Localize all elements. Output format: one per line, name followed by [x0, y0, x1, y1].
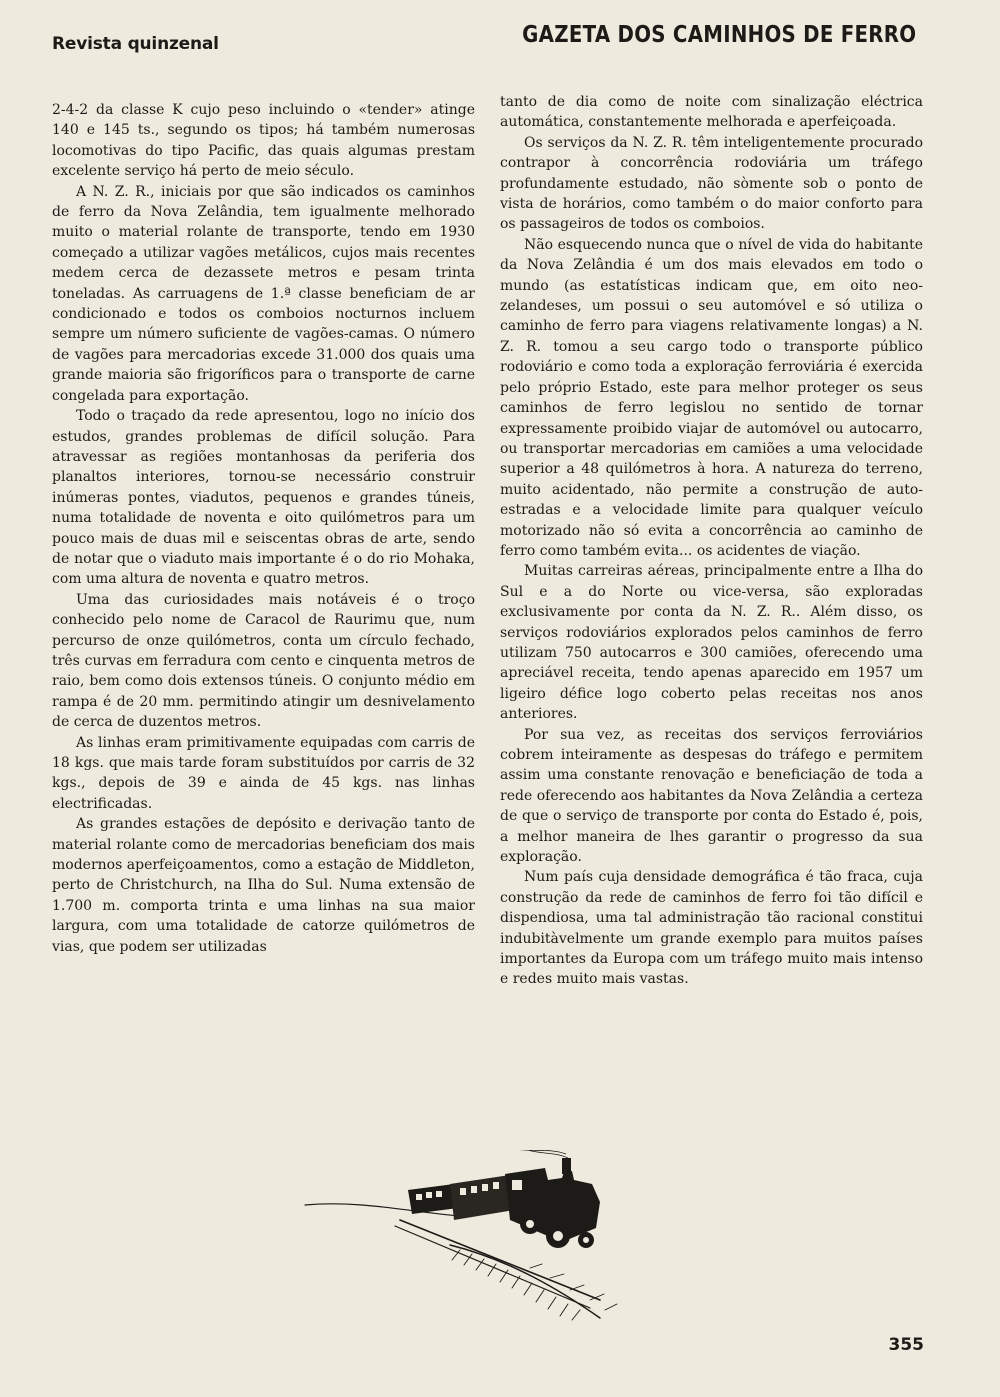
paragraph: As linhas eram primitivamente equipadas com carris de 18 kgs. que mais tarde foram substituídos por carris de 32 kgs., depois de 39 e ainda de 45 kgs. nas linhas electrificadas. — [52, 734, 475, 812]
paragraph: tanto de dia como de noite com sinalização eléctrica automática, constantemente melhorada e aperfeiçoada. — [500, 94, 923, 131]
paragraph: As grandes estações de depósito e derivação tanto de material rolante como de mercadorias beneficiam dos mais modernos aperfeiçoamentos, como a estação de Middleton, perto de Christchurch, na Ilha do Sul. Numa extensão de 1.700 m. comporta trinta e uma linhas na sua maior largura, com uma totalidade de catorze quilómetros de vias, que podem ser utilizadas — [52, 816, 475, 955]
paragraph: Os serviços da N. Z. R. têm inteligentemente procurado contrapor à concorrência rodoviária um tráfego profundamente estudado, não sòmente sob o ponto de vista de horários, como também o do maior conforto para os passageiros de todos os comboios. — [500, 134, 923, 233]
paragraph: Muitas carreiras aéreas, principalmente entre a Ilha do Sul e a do Norte ou vice-versa, são exploradas exclusivamente por conta da N. Z. R.. Além disso, os serviços rodoviários explorados pelos caminhos de ferro utilizam 750 autocarros e 300 camiões, oferecendo uma apreciável receita, tendo apenas aparecido em 1957 um ligeiro défice logo coberto pelas receitas nos anos anteriores. — [500, 563, 923, 723]
header-subtitle: Revista quinzenal — [52, 34, 219, 54]
paragraph: Não esquecendo nunca que o nível de vida do habitante da Nova Zelândia é um dos mais elevados em todo o mundo (as estatísticas indicam que, em oito neo-zelandeses, um possui o seu automóvel e só utiliza o caminho de ferro para viagens relativamente longas) a N. Z. R. tomou a seu cargo todo o transporte público rodoviário e como toda a exploração ferroviária é exercida pelo próprio Estado, este para melhor proteger os seus caminhos de ferro legislou no sentido de tornar expressamente proibido viajar de automóvel ou autocarro, ou transportar mercadorias em camiões a uma velocidade superior a 48 quilómetros à hora. A natureza do terreno, muito acidentado, não permite a construção de auto-estradas e a velocidade limite para qualquer veículo motorizado não só evita a concorrência ao caminho de ferro como também evita... os acidentes de viação. — [500, 236, 923, 559]
paragraph: Num país cuja densidade demográfica é tão fraca, cuja construção da rede de caminhos de ferro foi tão difícil e dispendiosa, uma tal administração tão racional constitui indubitàvelmente um grande exemplo para muitos países importantes da Europa com um tráfego muito mais intenso e redes muito mais vastas. — [500, 869, 923, 988]
paragraph: A N. Z. R., iniciais por que são indicados os caminhos de ferro da Nova Zelândia, tem igualmente melhorado muito o material rolante de transporte, tendo em 1930 começado a utilizar vagões metálicos, cujos mais recentes medem cerca de dezassete metros e pesam trinta toneladas. As carruagens de 1.ª classe beneficiam de ar condicionado e todos os comboios nocturnos incluem sempre um número suficiente de vagões-camas. O número de vagões para mercadorias excede 31.000 dos quais uma grande maioria são frigoríficos para o transporte de carne congelada para exportação. — [52, 183, 475, 404]
left-column — [52, 100, 475, 957]
steam-train-illustration-icon — [300, 1150, 720, 1325]
page-header — [52, 22, 916, 62]
paragraph: 2-4-2 da classe K cujo peso incluindo o «tender» atinge 140 e 145 ts., segundo os tipos; há também numerosas locomotivas do tipo Pacific, das quais algumas prestam excelente serviço há perto de meio século. — [52, 102, 475, 180]
page-number: 355 — [888, 1335, 924, 1355]
paragraph: Por sua vez, as receitas dos serviços ferroviários cobrem inteiramente as despesas do tráfego e permitem assim uma constante renovação e beneficiação de toda a rede oferecendo aos habitantes da Nova Zelândia a certeza de que o serviço de transporte por conta do Estado é, pois, a melhor maneira de lhes garantir o progresso da sua exploração. — [500, 726, 923, 866]
paragraph: Uma das curiosidades mais notáveis é o troço conhecido pelo nome de Caracol de Raurimu que, num percurso de onze quilómetros, conta um círculo fechado, três curvas em ferradura com cento e cinquenta metros de raio, bem como dois extensos túneis. O conjunto médio em rampa é de 20 mm. permitindo atingir um desnivelamento de cerca de duzentos metros. — [52, 591, 475, 731]
header-title: GAZETA DOS CAMINHOS DE FERRO — [521, 22, 916, 48]
paragraph: Todo o traçado da rede apresentou, logo no início dos estudos, grandes problemas de difícil solução. Para atravessar as regiões montanhosas da periferia dos planaltos interiores, tornou-se necessário construir inúmeras pontes, viadutos, pequenos e grandes túneis, numa totalidade de noventa e oito quilómetros para um pouco mais de duas mil e seiscentas obras de arte, sendo de notar que o viaduto mais importante é o do rio Mohaka, com uma altura de noventa e quatro metros. — [52, 408, 475, 588]
right-column — [500, 92, 923, 990]
